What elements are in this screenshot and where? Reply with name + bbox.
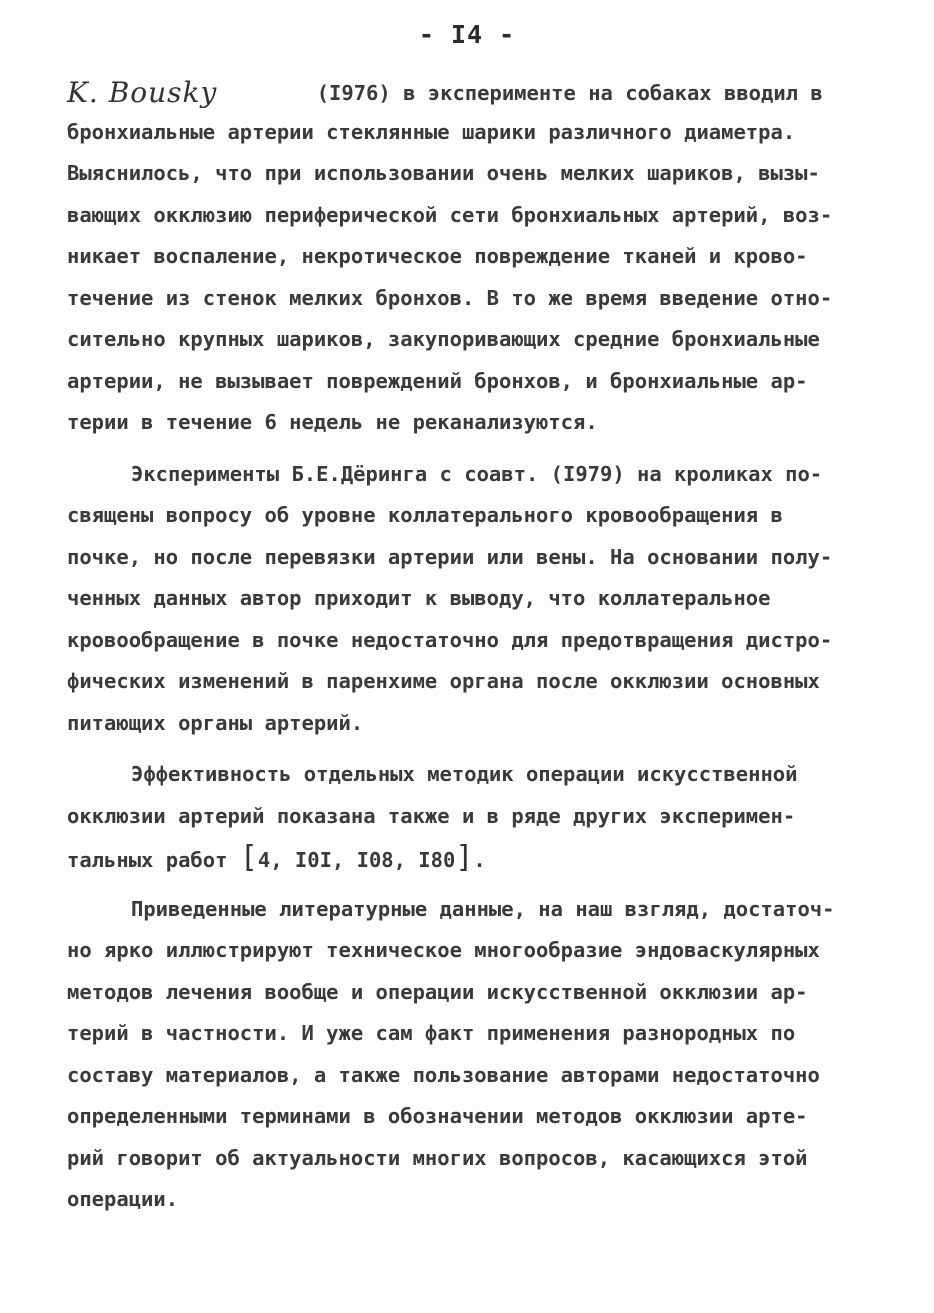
body-text	[67, 70, 867, 1221]
paragraph-gap	[67, 444, 867, 454]
text-line: Выяснилось, что при использовании очень мелких шариков, вызы-	[67, 161, 820, 185]
text-line: течение из стенок мелких бронхов. В то же время введение отно-	[67, 285, 833, 310]
text-line: составу материалов, а также пользование авторами недостаточно	[67, 1062, 820, 1087]
paragraph-2	[67, 454, 867, 745]
text-line	[67, 70, 867, 112]
text-line: бронхиальные артерии стеклянные шарики различного диаметра.	[67, 119, 796, 144]
text-line: терии в течение 6 недель не реканализуются.	[67, 410, 598, 434]
text-line: почке, но после перевязки артерии или вены. На основании полу-	[67, 544, 833, 569]
text-line: священы вопросу об уровне коллатерального кровообращения в	[67, 503, 783, 527]
text-line: питающих органы артерий.	[67, 710, 364, 735]
line-text: (I976) в эксперименте на собаках вводил в	[316, 81, 823, 105]
text-line: вающих окклюзию периферической сети бронхиальных артерий, воз-	[67, 202, 833, 227]
line-text: тальных работ	[67, 848, 240, 872]
text-line: Эксперименты Б.Е.Дёринга с соавт. (I979) на кроликах по-	[131, 461, 823, 486]
paragraph-4	[67, 889, 867, 1221]
reference-bracket-open: [	[239, 840, 258, 875]
text-line: кровообращение в почке недостаточно для предотвращения дистро-	[67, 627, 833, 652]
line-tail: .	[473, 848, 486, 872]
reference-list: 4, I0I, I08, I80	[257, 848, 456, 872]
text-line: методов лечения вообще и операции искусственной окклюзии ар-	[67, 979, 808, 1004]
text-line: определенными терминами в обозначении методов окклюзии арте-	[67, 1104, 808, 1128]
paragraph-gap	[67, 744, 867, 754]
page-number: - I4 -	[418, 20, 516, 49]
text-line: терий в частности. И уже сам факт применения разнородных по	[67, 1021, 796, 1045]
text-line: фических изменений в паренхиме органа после окклюзии основных	[67, 669, 820, 693]
text-line	[67, 837, 867, 879]
text-line: сительно крупных шариков, закупоривающих средние бронхиальные	[67, 327, 820, 351]
paragraph-gap	[67, 879, 867, 889]
text-line: рий говорит об актуальности многих вопросов, касающихся этой	[67, 1145, 808, 1170]
text-line: операции.	[67, 1187, 179, 1211]
paragraph-1	[67, 70, 867, 444]
handwritten-author-name: K. Bousky	[67, 76, 218, 109]
paragraph-3	[67, 754, 867, 879]
text-line: Эффективность отдельных методик операции искусственной	[131, 762, 798, 786]
text-line: ченных данных автор приходит к выводу, что коллатеральное	[67, 586, 771, 610]
text-line: артерии, не вызывает повреждений бронхов, и бронхиальные ар-	[67, 368, 808, 393]
text-line: никает воспаление, некротическое повреждение тканей и крово-	[67, 244, 808, 268]
reference-bracket-close: ]	[455, 840, 474, 875]
text-line: Приведенные литературные данные, на наш взгляд, достаточ-	[131, 896, 835, 921]
text-line: но ярко иллюстрируют техническое многообразие эндоваскулярных	[67, 938, 820, 962]
text-line: окклюзии артерий показана также и в ряде других эксперимен-	[67, 803, 796, 828]
